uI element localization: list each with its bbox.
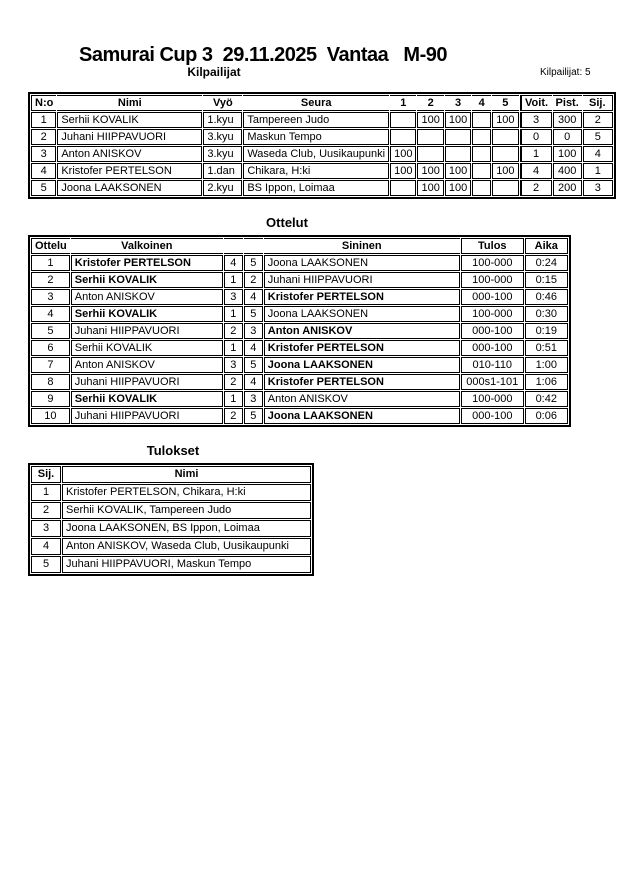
cell-wins: 3 (520, 112, 552, 128)
cell-result: 000-100 (461, 289, 524, 305)
cell-name: Joona LAAKSONEN (57, 180, 202, 196)
cell-score-1 (390, 112, 416, 128)
cell-belt: 3.kyu (203, 146, 242, 162)
cell-score-5 (492, 180, 518, 196)
cell-blue-number: 4 (244, 374, 263, 390)
cell-score-2: 100 (417, 180, 443, 196)
cell-match-number: 8 (31, 374, 70, 390)
cell-blue-name: Joona LAAKSONEN (264, 357, 460, 373)
cell-place: 2 (583, 112, 613, 128)
ottelut-section-title: Ottelut (266, 215, 308, 230)
header-valkoinen: Valkoinen (71, 238, 223, 254)
cell-time: 0:24 (525, 255, 568, 271)
cell-white-number: 1 (224, 340, 243, 356)
cell-white-name: Juhani HIIPPAVUORI (71, 408, 223, 424)
cell-blue-name: Kristofer PERTELSON (264, 289, 460, 305)
header-sij: Sij. (31, 466, 61, 483)
cell-belt: 1.dan (203, 163, 242, 179)
cell-time: 0:06 (525, 408, 568, 424)
tulokset-table (28, 463, 314, 576)
competitor-row (31, 112, 613, 128)
cell-score-3: 100 (445, 163, 471, 179)
page-title: Samurai Cup 3 29.11.2025 Vantaa M-90 (79, 44, 447, 66)
cell-match-number: 1 (31, 255, 70, 271)
cell-time: 0:30 (525, 306, 568, 322)
cell-wins: 2 (520, 180, 552, 196)
cell-white-name: Serhii KOVALIK (71, 340, 223, 356)
kilpailijat-table (28, 92, 616, 199)
cell-score-2 (417, 129, 443, 145)
cell-score-4 (472, 146, 491, 162)
cell-blue-number: 4 (244, 289, 263, 305)
header-pist: Pist. (553, 95, 582, 111)
match-row (31, 255, 568, 271)
cell-place: 5 (31, 556, 61, 573)
cell-score-3 (445, 129, 471, 145)
cell-score-4 (472, 163, 491, 179)
match-row (31, 374, 568, 390)
cell-score-3: 100 (445, 112, 471, 128)
cell-name: Kristofer PERTELSON, Chikara, H:ki (62, 484, 311, 501)
cell-result: 100-000 (461, 391, 524, 407)
header-aika: Aika (525, 238, 568, 254)
header-white-number (224, 238, 243, 254)
cell-number: 2 (31, 129, 56, 145)
cell-points: 0 (553, 129, 582, 145)
result-row (31, 538, 311, 555)
cell-result: 000s1-101 (461, 374, 524, 390)
header-nimi: Nimi (62, 466, 311, 483)
cell-white-name: Juhani HIIPPAVUORI (71, 374, 223, 390)
cell-points: 200 (553, 180, 582, 196)
cell-white-number: 1 (224, 306, 243, 322)
header-voit: Voit. (520, 95, 552, 111)
cell-blue-number: 5 (244, 357, 263, 373)
header-blue-number (244, 238, 263, 254)
cell-wins: 4 (520, 163, 552, 179)
cell-name: Serhii KOVALIK (57, 112, 202, 128)
cell-score-5: 100 (492, 163, 518, 179)
cell-time: 1:06 (525, 374, 568, 390)
header-vyo: Vyö (203, 95, 242, 111)
cell-points: 400 (553, 163, 582, 179)
cell-name: Juhani HIIPPAVUORI, Maskun Tempo (62, 556, 311, 573)
cell-match-number: 7 (31, 357, 70, 373)
match-row (31, 289, 568, 305)
header-tulos: Tulos (461, 238, 524, 254)
result-row (31, 502, 311, 519)
match-row (31, 306, 568, 322)
cell-number: 5 (31, 180, 56, 196)
cell-club: Tampereen Judo (243, 112, 389, 128)
cell-result: 000-100 (461, 408, 524, 424)
cell-match-number: 10 (31, 408, 70, 424)
cell-club: Chikara, H:ki (243, 163, 389, 179)
cell-match-number: 3 (31, 289, 70, 305)
cell-white-name: Kristofer PERTELSON (71, 255, 223, 271)
header-seura: Seura (243, 95, 389, 111)
cell-score-1: 100 (390, 146, 416, 162)
cell-belt: 1.kyu (203, 112, 242, 128)
cell-white-number: 3 (224, 289, 243, 305)
cell-blue-name: Kristofer PERTELSON (264, 340, 460, 356)
cell-result: 010-110 (461, 357, 524, 373)
cell-match-number: 5 (31, 323, 70, 339)
cell-blue-number: 5 (244, 306, 263, 322)
header-opponent-5: 5 (492, 95, 518, 111)
competitor-row (31, 163, 613, 179)
match-row (31, 357, 568, 373)
cell-name: Juhani HIIPPAVUORI (57, 129, 202, 145)
cell-time: 1:00 (525, 357, 568, 373)
header-sij: Sij. (583, 95, 613, 111)
cell-score-1 (390, 129, 416, 145)
cell-white-number: 1 (224, 272, 243, 288)
cell-time: 0:46 (525, 289, 568, 305)
cell-blue-name: Juhani HIIPPAVUORI (264, 272, 460, 288)
cell-belt: 2.kyu (203, 180, 242, 196)
competitor-count-label: Kilpailijat: 5 (540, 67, 591, 78)
cell-place: 2 (31, 502, 61, 519)
cell-result: 100-000 (461, 255, 524, 271)
match-row (31, 340, 568, 356)
result-row (31, 556, 311, 573)
cell-match-number: 9 (31, 391, 70, 407)
result-row (31, 484, 311, 501)
cell-blue-number: 4 (244, 340, 263, 356)
cell-blue-number: 2 (244, 272, 263, 288)
cell-result: 100-000 (461, 306, 524, 322)
cell-name: Anton ANISKOV, Waseda Club, Uusikaupunki (62, 538, 311, 555)
cell-white-name: Serhii KOVALIK (71, 272, 223, 288)
cell-score-3 (445, 146, 471, 162)
cell-score-3: 100 (445, 180, 471, 196)
cell-result: 000-100 (461, 323, 524, 339)
cell-white-name: Serhii KOVALIK (71, 306, 223, 322)
cell-place: 5 (583, 129, 613, 145)
competitor-row (31, 180, 613, 196)
cell-name: Kristofer PERTELSON (57, 163, 202, 179)
cell-number: 3 (31, 146, 56, 162)
cell-time: 0:15 (525, 272, 568, 288)
cell-white-number: 2 (224, 323, 243, 339)
cell-place: 1 (583, 163, 613, 179)
cell-result: 100-000 (461, 272, 524, 288)
cell-club: Waseda Club, Uusikaupunki (243, 146, 389, 162)
cell-points: 100 (553, 146, 582, 162)
cell-wins: 0 (520, 129, 552, 145)
header-opponent-2: 2 (417, 95, 443, 111)
tulokset-section-title: Tulokset (146, 443, 200, 458)
cell-match-number: 2 (31, 272, 70, 288)
kilpailijat-section-title: Kilpailijat (187, 65, 241, 79)
header-sininen: Sininen (264, 238, 460, 254)
cell-time: 0:19 (525, 323, 568, 339)
cell-white-name: Serhii KOVALIK (71, 391, 223, 407)
cell-place: 4 (583, 146, 613, 162)
cell-number: 4 (31, 163, 56, 179)
match-row (31, 272, 568, 288)
cell-blue-name: Joona LAAKSONEN (264, 255, 460, 271)
cell-name: Anton ANISKOV (57, 146, 202, 162)
cell-score-2 (417, 146, 443, 162)
cell-name: Serhii KOVALIK, Tampereen Judo (62, 502, 311, 519)
competitor-row (31, 146, 613, 162)
cell-score-5 (492, 129, 518, 145)
header-ottelu: Ottelu (31, 238, 70, 254)
cell-score-1 (390, 180, 416, 196)
ottelut-header-row (31, 238, 568, 254)
match-row (31, 408, 568, 424)
cell-points: 300 (553, 112, 582, 128)
cell-club: BS Ippon, Loimaa (243, 180, 389, 196)
cell-white-number: 3 (224, 357, 243, 373)
cell-wins: 1 (520, 146, 552, 162)
cell-place: 4 (31, 538, 61, 555)
cell-white-number: 4 (224, 255, 243, 271)
header-opponent-4: 4 (472, 95, 491, 111)
cell-score-1: 100 (390, 163, 416, 179)
cell-match-number: 4 (31, 306, 70, 322)
header-opponent-3: 3 (445, 95, 471, 111)
cell-score-4 (472, 112, 491, 128)
cell-white-number: 2 (224, 408, 243, 424)
cell-name: Joona LAAKSONEN, BS Ippon, Loimaa (62, 520, 311, 537)
cell-time: 0:42 (525, 391, 568, 407)
competitor-row (31, 129, 613, 145)
cell-blue-number: 3 (244, 323, 263, 339)
cell-white-name: Anton ANISKOV (71, 357, 223, 373)
cell-blue-name: Joona LAAKSONEN (264, 408, 460, 424)
result-row (31, 520, 311, 537)
cell-blue-name: Joona LAAKSONEN (264, 306, 460, 322)
cell-belt: 3.kyu (203, 129, 242, 145)
cell-place: 3 (583, 180, 613, 196)
cell-score-2: 100 (417, 112, 443, 128)
cell-blue-name: Kristofer PERTELSON (264, 374, 460, 390)
kilpailijat-header-row (31, 95, 613, 111)
header-opponent-1: 1 (390, 95, 416, 111)
match-row (31, 391, 568, 407)
cell-blue-name: Anton ANISKOV (264, 391, 460, 407)
header-no: N:o (31, 95, 56, 111)
cell-white-number: 2 (224, 374, 243, 390)
cell-club: Maskun Tempo (243, 129, 389, 145)
cell-score-5 (492, 146, 518, 162)
cell-score-2: 100 (417, 163, 443, 179)
cell-place: 1 (31, 484, 61, 501)
header-nimi: Nimi (57, 95, 202, 111)
cell-score-4 (472, 180, 491, 196)
cell-score-5: 100 (492, 112, 518, 128)
cell-white-name: Juhani HIIPPAVUORI (71, 323, 223, 339)
cell-blue-name: Anton ANISKOV (264, 323, 460, 339)
cell-blue-number: 5 (244, 408, 263, 424)
tulokset-header-row (31, 466, 311, 483)
ottelut-table (28, 235, 571, 427)
cell-blue-number: 5 (244, 255, 263, 271)
cell-place: 3 (31, 520, 61, 537)
cell-score-4 (472, 129, 491, 145)
cell-white-number: 1 (224, 391, 243, 407)
cell-result: 000-100 (461, 340, 524, 356)
cell-blue-number: 3 (244, 391, 263, 407)
cell-number: 1 (31, 112, 56, 128)
cell-time: 0:51 (525, 340, 568, 356)
match-row (31, 323, 568, 339)
cell-white-name: Anton ANISKOV (71, 289, 223, 305)
cell-match-number: 6 (31, 340, 70, 356)
